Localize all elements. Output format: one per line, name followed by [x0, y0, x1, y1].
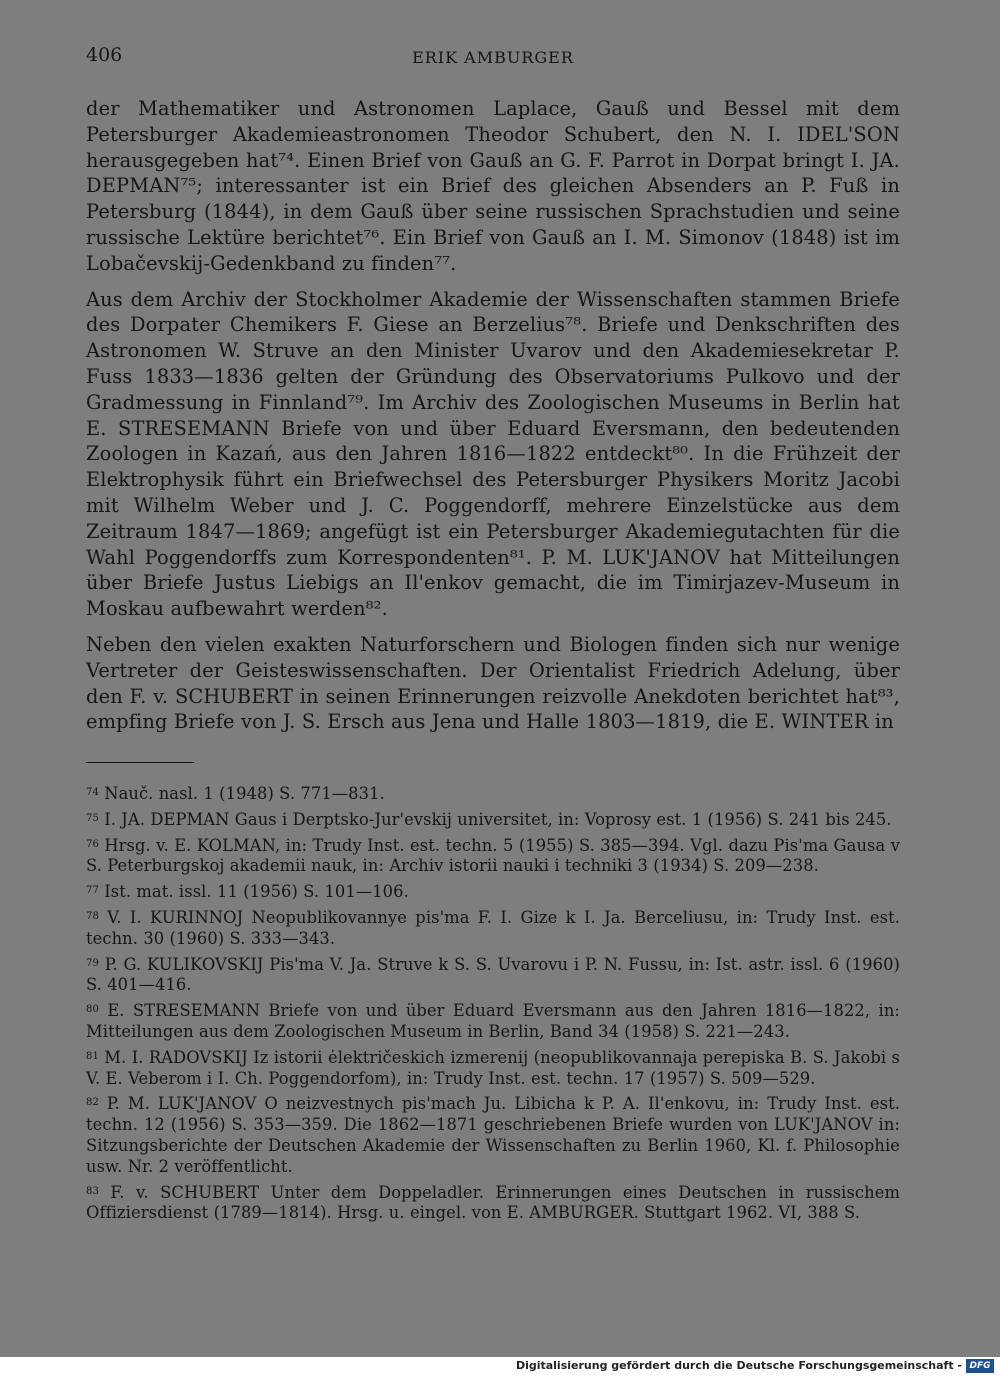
footnote-text: V. I. KURINNOJ Neopublikovannye pis'ma F. I. Gize k I. Ja. Berceliusu, in: Trudy Inst. est. techn. 30 (1960) S. 333—343. — [86, 907, 900, 948]
page-number: 406 — [86, 44, 123, 66]
footnote-text: Ist. mat. issl. 11 (1956) S. 101—106. — [104, 882, 409, 902]
footnote — [86, 1094, 900, 1177]
footnote — [86, 882, 900, 903]
footnote-number: 77 — [86, 885, 99, 897]
paragraph: Aus dem Archiv der Stockholmer Akademie der Wissenschaften stammen Briefe des Dorpater Chemikers F. Giese an Berzelius⁷⁸. Briefe und Denkschriften des Astronomen W. Struve an den Minister Uvarov und den Akademiesekretar P. Fuss 1833—1836 gelten der Gründung des Observatoriums Pulkovo und der Gradmessung in Finnland⁷⁹. Im Archiv des Zoologischen Museums in Berlin hat E. STRESEMANN Briefe von und über Eduard Eversmann, den bedeutenden Zoologen in Kazań, aus den Jahren 1816—1822 entdeckt⁸⁰. In die Frühzeit der Elektrophysik führt ein Briefwechsel des Petersburger Physikers Moritz Jacobi mit Wilhelm Weber und J. C. Poggendorff, mehrere Einzelstücke aus dem Zeitraum 1847—1869; angefügt ist ein Petersburger Akademiegutachten für die Wahl Poggendorffs zum Korrespondenten⁸¹. P. M. LUK'JANOV hat Mitteilungen über Briefe Justus Liebigs an Il'enkov gemacht, die im Timirjazev-Museum in Moskau aufbewahrt werden⁸². — [86, 287, 900, 621]
page-header — [86, 44, 900, 72]
footnote-number: 76 — [86, 838, 99, 850]
footnote — [86, 908, 900, 950]
footnote — [86, 836, 900, 878]
body-text — [86, 96, 900, 735]
footnote-text: M. I. RADOVSKIJ Iz istorii ėlektričeskich izmerenij (neopublikovannaja perepiska B. S. Jakobi s V. E. Veberom i I. Ch. Poggendorfom), in: Trudy Inst. est. techn. 17 (1957) S. 509—529. — [86, 1047, 900, 1088]
digitization-credit: Digitalisierung gefördert durch die Deutsche Forschungsgemeinschaft - — [515, 1359, 962, 1372]
footnote-number: 83 — [86, 1185, 99, 1197]
footnote-number: 78 — [86, 910, 99, 922]
footnote-text: E. STRESEMANN Briefe von und über Eduard Eversmann aus den Jahren 1816—1822, in: Mitteilungen aus dem Zoologischen Museum in Berlin, Band 34 (1958) S. 221—243. — [86, 1001, 900, 1041]
footnote — [86, 784, 900, 805]
footnote-number: 79 — [86, 957, 99, 969]
footnote-number: 81 — [86, 1050, 99, 1062]
footnote-text: I. JA. DEPMAN Gaus i Derptsko-Jur'evskij universitet, in: Voprosy est. 1 (1956) S. 241 bis 245. — [104, 809, 892, 829]
footnote-text: Nauč. nasl. 1 (1948) S. 771—831. — [104, 784, 385, 803]
footnote-number: 82 — [86, 1097, 99, 1109]
footnote-number: 80 — [86, 1004, 99, 1016]
footnote — [86, 955, 900, 997]
footnotes — [86, 784, 900, 1229]
footnote-text: Hrsg. v. E. KOLMAN, in: Trudy Inst. est. techn. 5 (1955) S. 385—394. Vgl. dazu Pis'ma Gausa v S. Peterburgskoj akademii nauk, in: Archiv istorii nauki i techniki 3 (1934) S. 209—238. — [86, 835, 901, 876]
footnote-text: P. G. KULIKOVSKIJ Pis'ma V. Ja. Struve k S. S. Uvarovu i P. N. Fussu, in: Ist. astr. issl. 6 (1960) S. 401—416. — [86, 954, 901, 995]
footnote-text: F. v. SCHUBERT Unter dem Doppeladler. Erinnerungen eines Deutschen in russischem Offiziersdienst (1789—1814). Hrsg. u. eingel. von E. AMBURGER. Stuttgart 1962. VI, 388 S. — [86, 1182, 900, 1223]
footnote-number: 75 — [86, 812, 99, 824]
footnote-text: P. M. LUK'JANOV O neizvestnych pis'mach Ju. Libicha k P. A. Il'enkovu, in: Trudy Inst. est. techn. 12 (1956) S. 353—359. Die 1862—1871 geschriebenen Briefe wurden von LUK'JANOV in: Sitzungsberichte der Deutschen Akademie der Wissenschaften zu Berlin 1960, Kl. f. Philosophie usw. Nr. 2 veröffentlicht. — [86, 1094, 900, 1176]
footnote-number: 74 — [86, 787, 99, 798]
footnote — [86, 810, 900, 831]
footnote — [86, 1183, 900, 1225]
footnote — [86, 1048, 900, 1090]
paragraph: Neben den vielen exakten Naturforschern und Biologen finden sich nur wenige Vertreter der Geisteswissenschaften. Der Orientalist Friedrich Adelung, über den F. v. SCHUBERT in seinen Erinnerungen reizvolle Anekdoten berichtet hat⁸³, empfing Briefe von J. S. Ersch aus Jena und Halle 1803—1819, die E. WINTER in — [86, 632, 900, 734]
paragraph: der Mathematiker und Astronomen Laplace, Gauß und Bessel mit dem Petersburger Akademieastronomen Theodor Schubert, den N. I. IDEL'SON herausgegeben hat⁷⁴. Einen Brief von Gauß an G. F. Parrot in Dorpat bringt I. JA. DEPMAN⁷⁵; interessanter ist ein Brief des gleichen Absenders an P. Fuß in Petersburg (1844), in dem Gauß über seine russischen Sprachstudien und seine russische Lektüre berichtet⁷⁶. Ein Brief von Gauß an I. M. Simonov (1848) ist im Lobačevskij-Gedenkband zu finden⁷⁷. — [86, 97, 900, 275]
running-head: ERIK AMBURGER — [412, 48, 574, 67]
dfg-logo: DFG — [966, 1359, 994, 1373]
footnote-separator — [86, 762, 194, 763]
footnote — [86, 1001, 900, 1043]
credit-bar — [0, 1357, 1000, 1376]
